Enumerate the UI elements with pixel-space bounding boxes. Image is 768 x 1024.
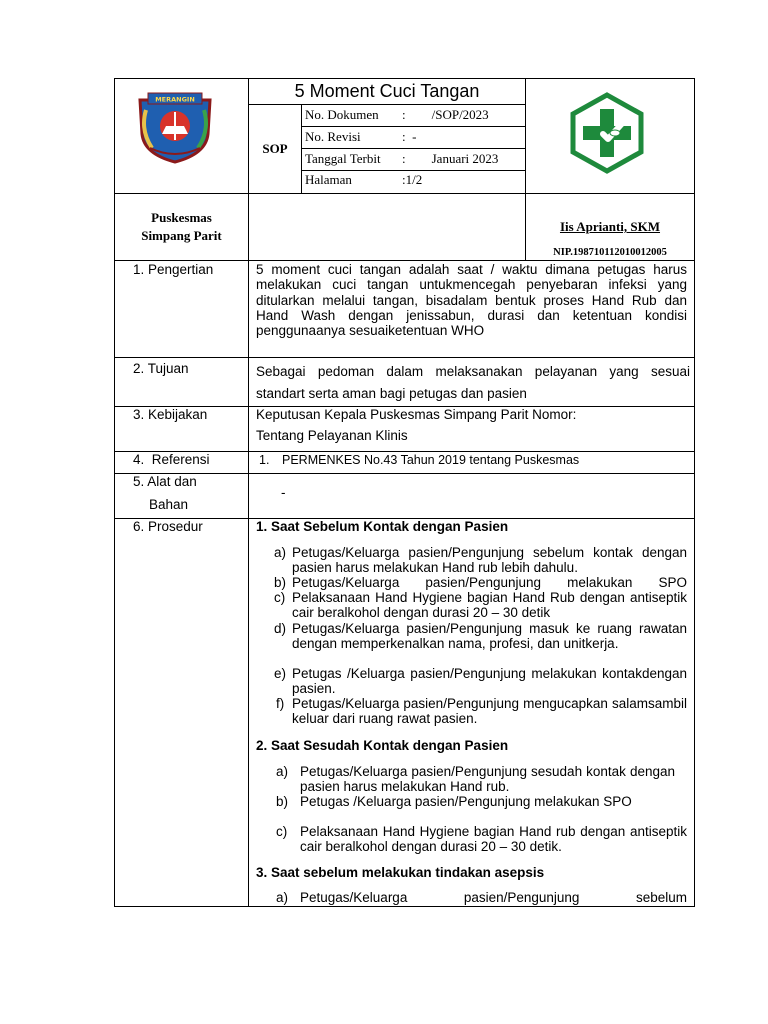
item-marker: d) [274, 621, 287, 636]
issue-date-value: : Januari 2023 [402, 151, 499, 166]
page-value: :1/2 [402, 172, 423, 187]
kebijakan-line2: Tentang Pelayanan Klinis [256, 428, 408, 443]
pengertian-label: 1. Pengertian [133, 262, 214, 277]
regency-logo [134, 90, 216, 164]
item-marker: a) [274, 545, 287, 560]
prosedur-section-title: 3. Saat sebelum melakukan tindakan asepsis [256, 865, 545, 880]
signer-nip: NIP.198710112010012005 [553, 247, 667, 258]
prosedur-item [256, 590, 687, 620]
item-text: Petugas/Keluarga pasien/Pengunjung masuk ke ruang rawatan dengan memperkenalkan nama, profesi, dan unitkerja. [292, 621, 687, 651]
alat-value: - [281, 485, 286, 500]
item-marker: c) [276, 824, 288, 839]
item-marker: c) [274, 590, 286, 605]
item-text: Pelaksanaan Hand Hygiene bagian Hand rub dengan antiseptik cair beralkohol dengan durasi 20 – 30 detik. [300, 824, 687, 854]
prosedur-item [256, 696, 687, 726]
prosedur-item [256, 794, 687, 809]
doc-number-value: : /SOP/2023 [402, 107, 489, 122]
item-text: Petugas/Keluarga pasien/Pengunjung sesudah kontak dengan pasien harus melakukan Hand rub. [300, 764, 675, 794]
item-marker: a) [276, 890, 289, 905]
prosedur-item [256, 575, 687, 590]
sop-label: SOP [262, 141, 288, 156]
alat-label-line1: 5. Alat dan [133, 474, 197, 489]
prosedur-item [256, 545, 687, 575]
kebijakan-line1: Keputusan Kepala Puskesmas Simpang Parit Nomor: [256, 407, 577, 422]
prosedur-item [256, 666, 687, 696]
puskesmas-logo [569, 92, 645, 174]
item-text: Petugas /Keluarga pasien/Pengunjung melakukan SPO [300, 794, 632, 809]
prosedur-section-title: 2. Saat Sesudah Kontak dengan Pasien [256, 738, 509, 753]
item-text: Petugas /Keluarga pasien/Pengunjung melakukan kontakdengan pasien. [292, 666, 687, 696]
prosedur-section-title: 1. Saat Sebelum Kontak dengan Pasien [256, 519, 509, 534]
prosedur-label: 6. Prosedur [133, 519, 203, 534]
item-text: Pelaksanaan Hand Hygiene bagian Hand Rub dengan antiseptik cair beralkohol dengan durasi 20 – 30 detik [292, 590, 687, 620]
issue-date-label: Tanggal Terbit [305, 151, 381, 166]
item-marker: f) [276, 696, 285, 711]
referensi-label: 4. Referensi [133, 452, 210, 467]
item-text: Petugas/Keluarga pasien/Pengunjung sebelum kontak dengan pasien harus melakukan Hand rub lebih dahulu. [292, 545, 687, 575]
pengertian-text: 5 moment cuci tangan adalah saat / waktu dimana petugas harus melakukan cuci tangan untukmencegah penyebaran infeksi yang ditularkan melalui tangan, bisadalam bentuk proses Hand Rub dan Hand Wash dengan jenissabun, durasi dan ketentuan kondisi penggunaanya sesuaiketentuan WHO [256, 262, 687, 339]
doc-number-label: No. Dokumen [305, 107, 379, 122]
organization-name-line2: Simpang Parit [141, 228, 222, 243]
tujuan-label: 2. Tujuan [133, 361, 189, 376]
referensi-item-number: 1. [259, 453, 270, 467]
signer-name: Iis Aprianti, SKM [559, 219, 661, 234]
item-marker: a) [276, 764, 289, 779]
revision-label: No. Revisi [305, 129, 361, 144]
page-label: Halaman [305, 172, 352, 187]
prosedur-item [256, 621, 687, 651]
referensi-item-text: PERMENKES No.43 Tahun 2019 tentang Puskesmas [282, 453, 580, 467]
prosedur-item [256, 764, 687, 794]
revision-value: : - [402, 129, 417, 144]
item-text: Petugas/Keluarga pasien/Pengunjung melakukan SPO [292, 575, 687, 590]
prosedur-item [256, 890, 687, 905]
page-title: 5 Moment Cuci Tangan [294, 81, 480, 101]
logo-text: MERANGIN [155, 95, 195, 104]
prosedur-item [256, 824, 687, 854]
item-marker: b) [276, 794, 289, 809]
tujuan-text: Sebagai pedoman dalam melaksanakan pelayanan yang sesuai standart serta aman bagi petugas dan pasien [256, 364, 690, 401]
kebijakan-label: 3. Kebijakan [133, 407, 208, 422]
organization-name-line1: Puskesmas [151, 210, 212, 225]
item-marker: e) [274, 666, 287, 681]
item-text: Petugas/Keluarga pasien/Pengunjung mengucapkan salamsambil keluar dari ruang rawat pasien. [292, 696, 687, 726]
item-text: Petugas/Keluarga pasien/Pengunjung sebelum [300, 890, 687, 905]
item-marker: b) [274, 575, 287, 590]
alat-label-line2: Bahan [149, 497, 189, 512]
organization-name [115, 209, 248, 245]
